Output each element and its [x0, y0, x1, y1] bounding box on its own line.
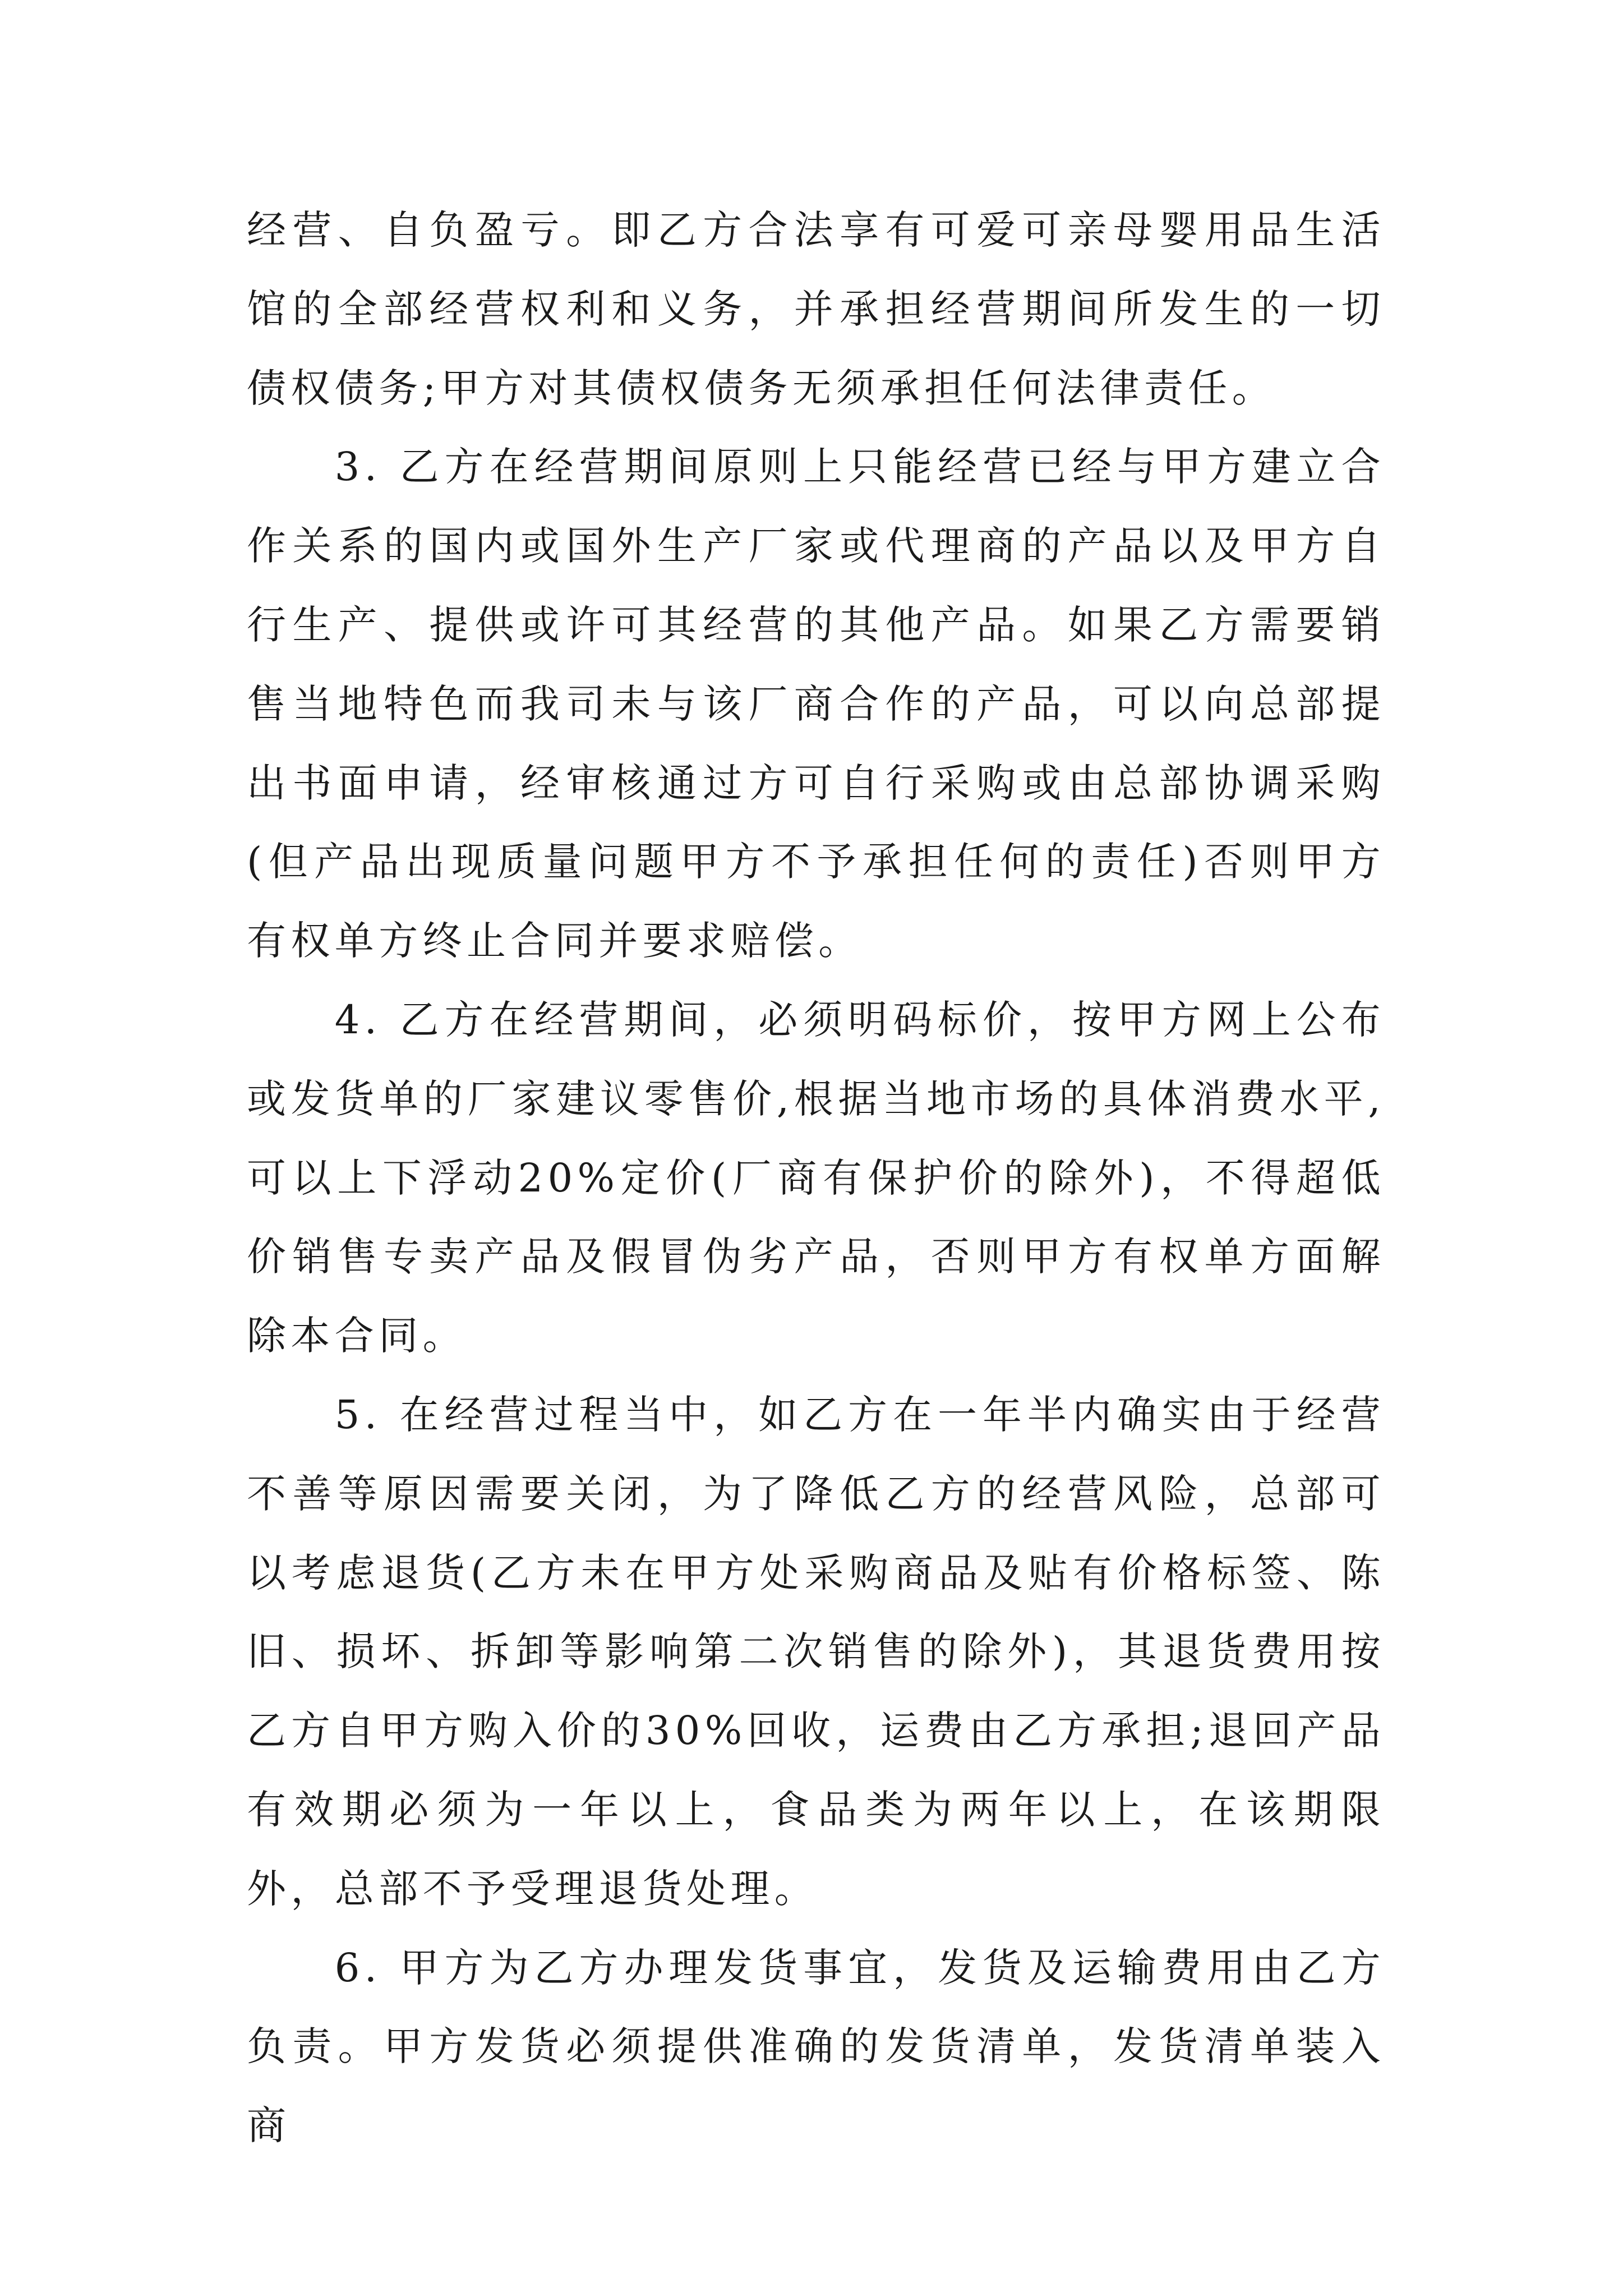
document-body [247, 191, 1385, 2165]
paragraph-clause-5: 5. 在经营过程当中，如乙方在一年半内确实由于经营不善等原因需要关闭，为了降低乙方的经营风险，总部可以考虑退货(乙方未在甲方处采购商品及贴有价格标签、陈旧、损坏、拆卸等影响第二次销售的除外)，其退货费用按乙方自甲方购入价的30%回收，运费由乙方承担;退回产品有效期必须为一年以上，食品类为两年以上，在该期限外，总部不予受理退货处理。 [247, 1391, 1385, 1912]
paragraph-clause-4: 4. 乙方在经营期间，必须明码标价，按甲方网上公布或发货单的厂家建议零售价,根据当地市场的具体消费水平,可以上下浮动20%定价(厂商有保护价的除外)，不得超低价销售专卖产品及假冒伪劣产品，否则甲方有权单方面解除本合同。 [247, 996, 1385, 1359]
paragraph-clause-6: 6. 甲方为乙方办理发货事宜，发货及运输费用由乙方负责。甲方发货必须提供准确的发货清单，发货清单装入商 [247, 1944, 1385, 2149]
paragraph-continuation: 经营、自负盈亏。即乙方合法享有可爱可亲母婴用品生活馆的全部经营权利和义务，并承担经营期间所发生的一切债权债务;甲方对其债权债务无须承担任何法律责任。 [247, 207, 1385, 411]
paragraph-clause-3: 3. 乙方在经营期间原则上只能经营已经与甲方建立合作关系的国内或国外生产厂家或代理商的产品以及甲方自行生产、提供或许可其经营的其他产品。如果乙方需要销售当地特色而我司未与该厂商合作的产品，可以向总部提出书面申请，经审核通过方可自行采购或由总部协调采购(但产品出现质量问题甲方不予承担任何的责任)否则甲方有权单方终止合同并要求赔偿。 [247, 444, 1385, 964]
